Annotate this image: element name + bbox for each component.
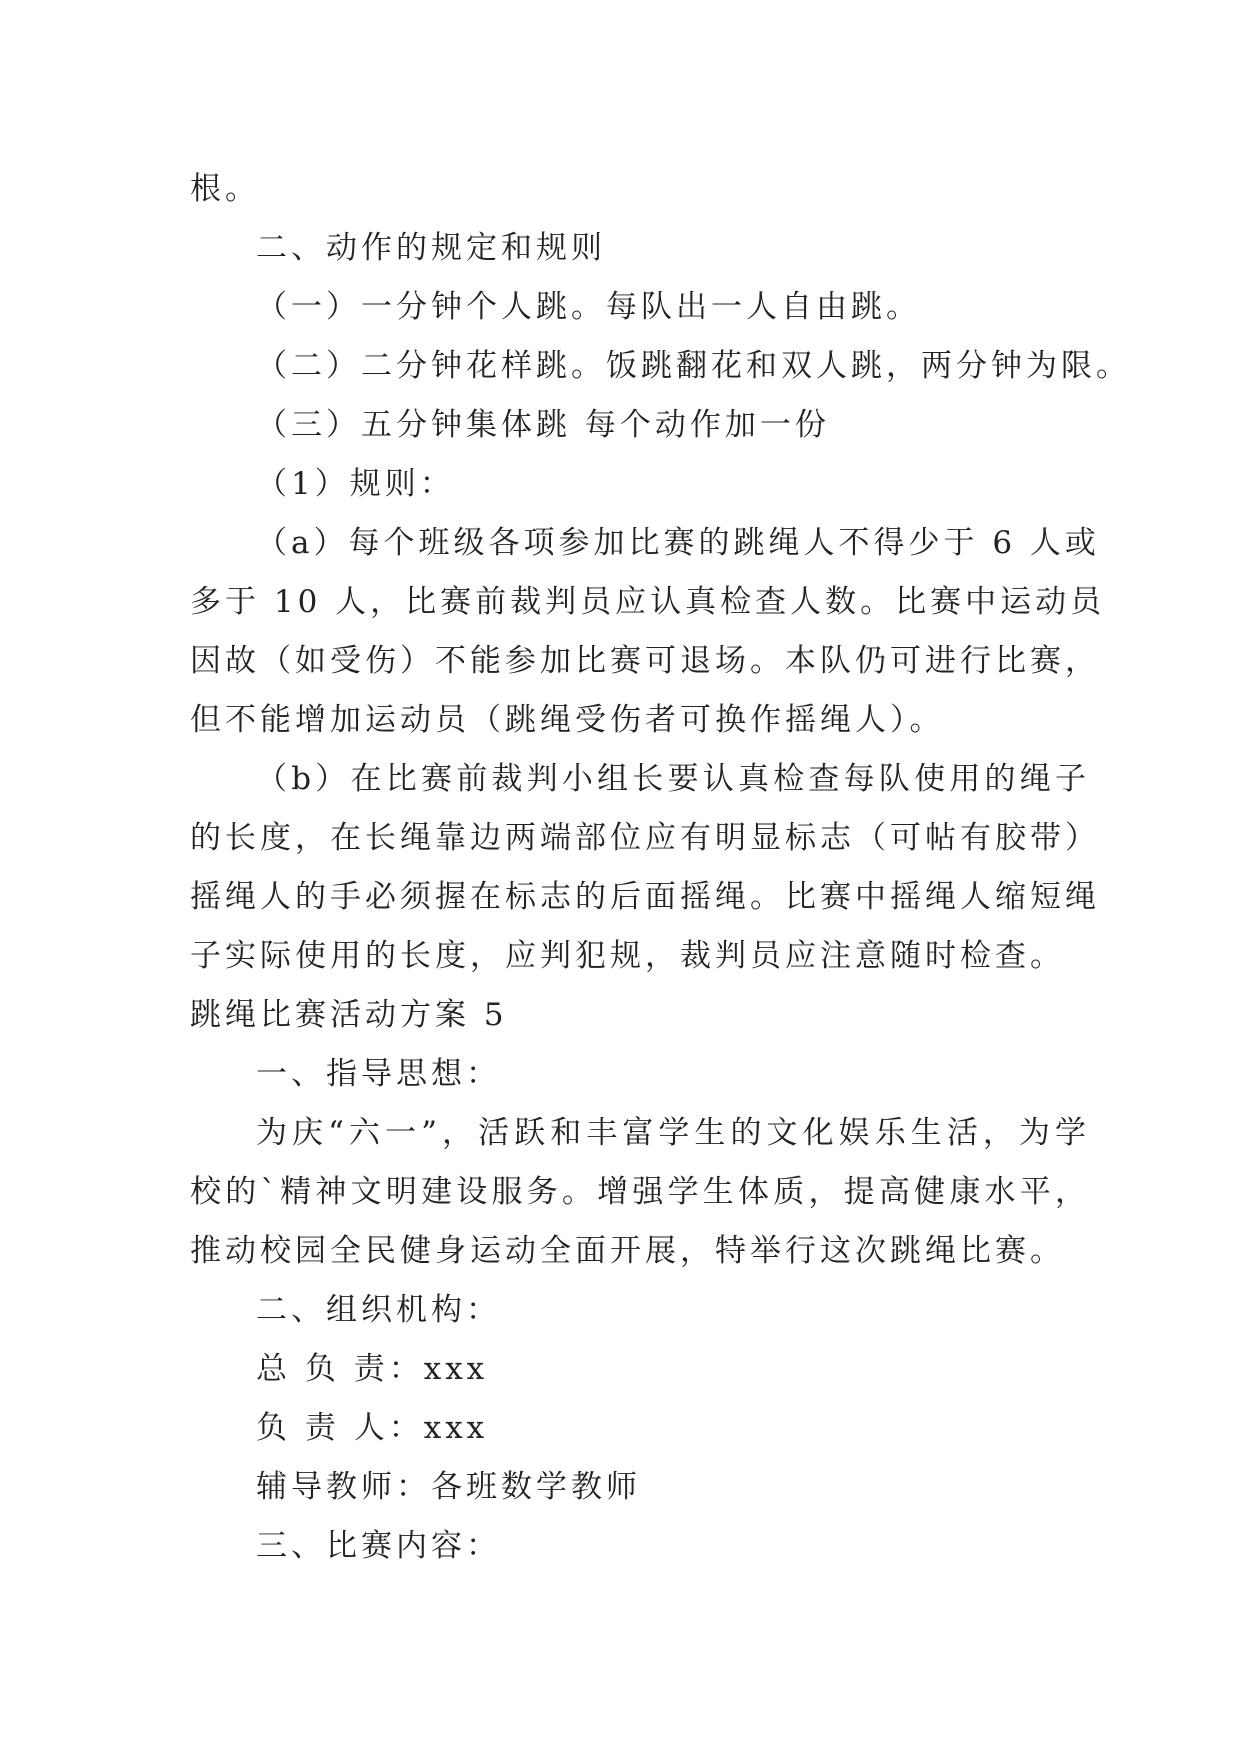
text-line: （三）五分钟集体跳 每个动作加一份 [256, 407, 830, 443]
text-line: （a）每个班级各项参加比赛的跳绳人不得少于 6 人或 [256, 525, 1100, 561]
text-line: （1）规则： [256, 466, 455, 502]
text-line: 但不能增加运动员（跳绳受伤者可换作摇绳人）。 [190, 702, 945, 738]
text-line: 根。 [190, 171, 260, 207]
text-line: 三、比赛内容： [256, 1528, 501, 1564]
text-line: 摇绳人的手必须握在标志的后面摇绳。比赛中摇绳人缩短绳 [190, 879, 1100, 915]
text-line: 二、动作的规定和规则 [256, 230, 606, 266]
text-line: （二）二分钟花样跳。饭跳翻花和双人跳，两分钟为限。 [256, 348, 1131, 384]
text-line: 跳绳比赛活动方案 5 [190, 997, 508, 1033]
text-line: 负 责 人：xxx [256, 1410, 489, 1446]
text-line: 辅导教师：各班数学教师 [256, 1469, 641, 1505]
text-line: 子实际使用的长度，应判犯规，裁判员应注意随时检查。 [190, 938, 1065, 974]
text-line: 推动校园全民健身运动全面开展，特举行这次跳绳比赛。 [190, 1233, 1065, 1269]
document-body [190, 160, 1131, 1576]
text-line: 的长度，在长绳靠边两端部位应有明显标志（可帖有胶带） [190, 820, 1100, 856]
text-line: 一、指导思想： [256, 1056, 501, 1092]
text-line: （一）一分钟个人跳。每队出一人自由跳。 [256, 289, 921, 325]
text-line: 为庆“六一”，活跃和丰富学生的文化娱乐生活，为学 [256, 1115, 1090, 1151]
text-line: 因故（如受伤）不能参加比赛可退场。本队仍可进行比赛， [190, 643, 1100, 679]
text-line: 二、组织机构： [256, 1292, 501, 1328]
text-line: 总 负 责：xxx [256, 1351, 489, 1387]
text-line: 多于 10 人，比赛前裁判员应认真检查人数。比赛中运动员 [190, 584, 1106, 620]
text-line: （b）在比赛前裁判小组长要认真检查每队使用的绳子 [256, 761, 1090, 797]
text-line: 校的`精神文明建设服务。增强学生体质，提高健康水平， [190, 1174, 1090, 1210]
